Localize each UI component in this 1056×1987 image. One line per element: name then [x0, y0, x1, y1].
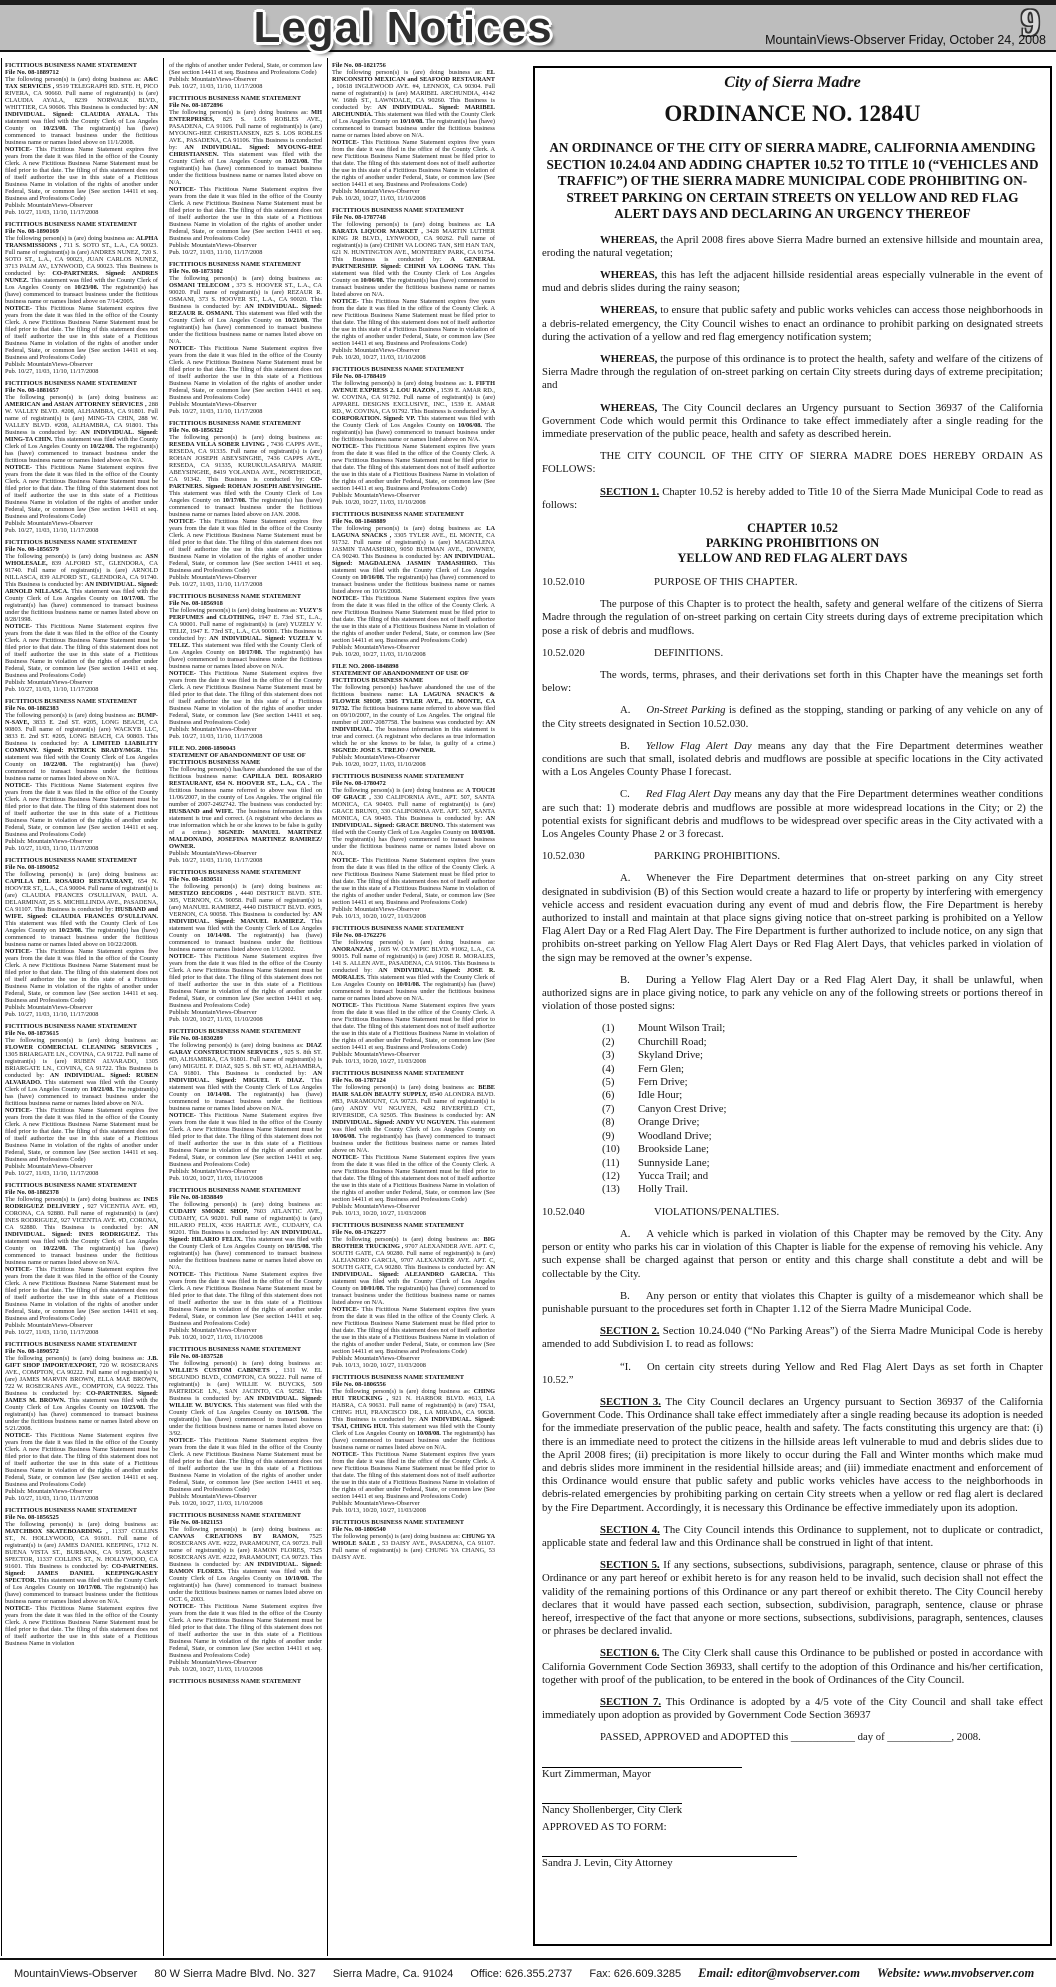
ordinance-paragraph: SECTION 1. Chapter 10.52 is hereby added to Title 10 of the Sierra Made Municipal Code to read as follows:	[542, 485, 1043, 511]
ordinance-section-heading: 10.52.030 PARKING PROHIBITIONS.	[542, 850, 781, 863]
notice-body: The following person(s) is (are) doing business as: MH ENTERPRISES, 825 S. LOS ROBLES AVE., PASADENA, CA 91106. Full name of registrant(s) is (are) MYOUNG-HEE CHRISTIANSEN, 825 S. LOS ROBLES AVE., PASADENA, CA 91106. This Business is conducted by: AN INDIVIDUAL. Signed: MYOUNG-HEE CHRISTIANSEN. This statement was filed with the County Clerk of Los Angeles County on 10/21/08. The registrant(s) has (have) commenced to transact business under the fictitious business name or names listed above on N/A.	[169, 109, 322, 186]
fbn-notice	[169, 1187, 322, 1341]
publish-line: Publish: MountainViews-Observer	[5, 1322, 93, 1329]
fbn-notice	[5, 1507, 158, 1647]
publish-line: Publish: MountainViews-Observer	[5, 361, 93, 368]
street-list-item: (12) Yucca Trail; and	[602, 1169, 709, 1182]
pub-dates: Pub. 10/27, 11/03, 11/10, 11/17/2008	[169, 733, 263, 740]
footer-office-phone: Office: 626.355.2737	[470, 1968, 573, 1980]
notice-file-number: File No. 08-1762276	[332, 932, 386, 939]
notice-expiration-text: NOTICE- This Fictitious Name Statement expires five years from the date it was filed in the office of the County Clerk. A new Fictitious Business Name Statement must be filed prior to that date. The filing of this statement does not of itself authorize the use in this state of a Fictitious Business Name in violation of the rights of another under Federal, State, or common law (See section 14411 et seq. Business and Professions Code)	[332, 1451, 495, 1500]
notice-file-number: File No. 08-1872896	[169, 102, 223, 109]
notice-body: The following person(s) is (are) doing business as: CANVAS CREATIONS BY RAMON, 7525 ROSECRANS AVE. #222, PARAMOUNT, CA 90723. Full name of registrant(s) is (are) RAMON FLORES, 7525 ROSECRANS AVE. #222, PARAMOUNT, CA 90723. This Business is conducted by: AN INDIVIDUAL. Signed: RAMON FLORES. This statement was filed with the County Clerk of Los Angeles County on 10/10/08. The registrant(s) has (have) commenced to transact business under the fictitious business names or names listed above on OCT. 6, 2003.	[169, 1526, 322, 1603]
pub-dates: Pub. 10/27, 11/03, 11/10, 11/17/2008	[169, 249, 263, 256]
notice-body: The following person(s) is (are) doing business as: BUMP-N-SAVE, 3833 E. 2nd ST. #205, LONG BEACH, CA 90803. Full name of registrant(s) (are) WACKYB LLC, 3833 E. 2nd ST. #205, LONG BEACH, CA 90803. This Business is conducted by: A LIMITED LIABILITY COMPANY. Signed: PATRICK BRADY/MGR. This statement was filed with the County Clerk of Los Angeles County on 10/22/08. The registrant(s) has (have) commenced to transact business under the fictitious business name or names listed above on N/A.	[5, 712, 158, 782]
abandonment-notice	[169, 745, 322, 864]
notice-expiration-text: NOTICE- This Fictitious Name Statement expires five years from the date it was filed in the office of the County Clerk. A new Fictitious Business Name Statement must be filed prior to that date. The filing of this statement does not of itself authorize the use in this state of a Fictitious Business Name in violation of the rights of another under Federal, State, or common law (See section 14411 et seq. Business and Professions Code)	[169, 953, 322, 1009]
fbn-notice	[169, 95, 322, 256]
publish-line: Publish: MountainViews-Observer	[5, 838, 93, 845]
pub-dates: Pub. 10/13, 10/20, 10/27, 11/03/2008	[332, 1362, 426, 1369]
street-list-item: (9) Woodland Drive;	[602, 1129, 712, 1142]
publish-line: Publish: MountainViews-Observer	[5, 520, 93, 527]
fbn-notice	[332, 207, 495, 361]
publish-line: Publish: MountainViews-Observer	[332, 754, 420, 761]
pub-dates: Pub. 10/13, 10/20, 10/27, 11/03/2008	[332, 1058, 426, 1065]
street-list-item: (10) Brookside Lane;	[602, 1143, 709, 1156]
column-rule	[163, 58, 164, 1956]
publish-line: Publish: MountainViews-Observer	[169, 1327, 257, 1334]
pub-dates: Pub. 10/20, 10/27, 11/03, 11/10/2008	[169, 1666, 263, 1673]
notice-expiration-text: NOTICE- This Fictitious Name Statement expires five years from the date it was filed in the office of the County Clerk. A new Fictitious Business Name Statement must be filed prior to that date. The filing of this statement does not of itself authorize the use in this state of a Fictitious Business Name in violation of the rights of another under Federal, State, or common law (See section 14411 et seq. Business and Professions Code)	[169, 518, 322, 574]
footer-website: Website: www.mvobserver.com	[877, 1966, 1035, 1980]
ordinance-body	[542, 234, 1043, 1871]
notice-body: The following person(s) is (are) doing business as: WILLIE'S CUSTOM CABINETS , 1311 W. EL SEGUNDO BLVD., COMPTON, CA 90222. Full name of registrant(s) is (are) WILLIE W. BUYCKS, 509 PARTRIDGE LN., SAN JACINTO, CA 92582. This Business is conducted by: AN INDIVIDUAL. Signed: WILLIE W. BUYCKS. This statement was filed with the County Clerk of Los Angeles County on 10/15/08. The registrant(s) has (have) commenced to transact business under the fictitious business name or names listed above on 3/92.	[169, 1360, 322, 1437]
street-list-item: (11) Sunnyside Lane;	[602, 1156, 710, 1169]
fbn-notice	[332, 773, 495, 920]
fbn-notice	[332, 62, 495, 202]
pub-dates: Pub. 10/20, 10/27, 11/03, 11/10/2008	[169, 1500, 263, 1507]
publish-line: Publish: MountainViews-Observer	[5, 1163, 93, 1170]
masthead	[0, 0, 1056, 52]
fbn-notice	[169, 869, 322, 1023]
pub-dates: Pub. 10/27, 11/03, 11/10, 11/17/2008	[169, 408, 263, 415]
publish-line: Publish: MountainViews-Observer	[332, 188, 420, 195]
notice-body: The following person(s) is (are) doing business as: A TOUCH OF GRACE , 330 CALIFORNIA AVE., APT. 507, SANTA MONICA, CA 90403. Full name of registrant(s) is (are) GRACE BRUNO, 330 CALIFORNIA AVE. APT. 507, SANTA MONICA, CA 90403. This Business is conducted by: AN INDIVIDUAL. Signed: GRACE BRUNO. This statement was filed with the County Clerk of Los Angeles County on 10/03/08. The registrant(s) has (have) commenced to transact business under the fictitious business name or names listed above on N/A.	[332, 787, 495, 857]
ordinance-section-heading: 10.52.040 VIOLATIONS/PENALTIES.	[542, 1205, 780, 1218]
notice-header: FILE NO. 2008-1848898	[332, 663, 399, 670]
legal-notices-content	[0, 58, 1056, 1956]
notice-header: FICTITIOUS BUSINESS NAME STATEMENT	[169, 1346, 302, 1353]
notice-header: FICTITIOUS BUSINESS NAME STATEMENT	[332, 1374, 465, 1381]
pub-dates: Pub. 10/27, 11/03, 11/10, 11/17/2008	[5, 1329, 99, 1336]
notice-body: The following person(s) is (are) doing business as: LA LAGUNA SNACKS , 3305 TYLER AVE., EL MONTE, CA 91732. Full name of registrant(s) is (are) MAGDALENA JASMIN TAMASHIRO, 9050 BUHMAN AVE., DOWNEY, CA 90240. This Business is conducted by: AN INDIVIDUAL. Signed: MAGDALENA JASMIN TAMASHIRO. This statement was filed with the County Clerk of Los Angeles County on 10/16/08. The registrant(s) has (have) commenced to transact business under the fictitious business name or names listed above on 10/16/2008.	[332, 525, 495, 595]
pub-dates: Pub. 10/20, 10/27, 11/03, 11/10/2008	[332, 761, 426, 768]
fbn-notice	[169, 1678, 322, 1685]
notice-body: The following person(s) is (are) doing business as: CHUNG YA WHOLE SALE , 53 DAISY AVE., PASADENA, CA 91107. Full name of registrant(s) is (are) CHUNG YA CHANG, 53 DAISY AVE.	[332, 1533, 495, 1561]
fbn-notice	[332, 366, 495, 506]
notice-body: The following person(s) is (are) doing business as: MATCHBOX SKATEBOARDING , 11337 COLLINS ST., N. HOLLYWOOD, CA 91601. Full name of registrant(s) is (are) JAMES DANIEL KEEPING, 1712 N. BUENA VISTA ST., BURBANK, CA 91505, KASEY SPECTOR, 11337 COLLINS ST., N. HOLLYWOOD, CA 91601. This Business is conducted by: CO-PARTNERS. Signed: JAMES DANIEL KEEPING/KASEY SPECTOR. This statement was filed with the County Clerk of Los Angeles County on 10/17/08. The registrant(s) has (have) commenced to transact business under the fictitious business name or names listed above on N/A.	[5, 1521, 158, 1605]
notice-body: The following person(s) is (are) doing business as: MESTIZO RECORDS , 4440 DISTRICT BLVD. STE. 305, VERNON, CA 90058. Full name of registrant(s) is (are) MANUEL RAMIREZ, 4440 DISTRICT BLVD. #305, VERNON, CA 90058. This Business is conducted by: AN INDIVIDUAL. Signed: MANUEL RAMIREZ. This statement was filed with the County Clerk of Los Angeles County on 10/14/08. The registrant(s) has (have) commenced to transact business under the fictitious business name or names listed above on 1/1/2002.	[169, 883, 322, 953]
notice-file-number: File No. 08-1837528	[169, 1353, 223, 1360]
notice-header: FICTITIOUS BUSINESS NAME STATEMENT	[5, 221, 138, 228]
publish-line: Publish: MountainViews-Observer	[5, 1488, 93, 1495]
notice-header: FICTITIOUS BUSINESS NAME STATEMENT	[169, 1028, 302, 1035]
street-list-item: (2) Churchill Road;	[602, 1035, 707, 1048]
footer-fax: Fax: 626.609.3285	[589, 1968, 682, 1980]
pub-dates: Pub. 10/20, 10/27, 11/03, 11/10/2008	[169, 1334, 263, 1341]
pub-dates: Pub. 10/27, 11/03, 11/10, 11/17/2008	[169, 581, 263, 588]
notice-expiration-text: NOTICE- This Fictitious Name Statement expires five years from the date it was filed in the office of the County Clerk. A new Fictitious Business Name Statement must be filed prior to that date. The filing of this statement does not of itself authorize the use in this state of a Fictitious Business Name in violation of the rights of another under Federal, State, or common law (See section 14411 et seq. Business and Professions Code)	[169, 1603, 322, 1659]
pub-dates: Pub. 10/13, 10/20, 10/27, 11/03/2008	[332, 913, 426, 920]
notice-expiration-text: NOTICE- This Fictitious Name Statement expires five years from the date it was filed in the office of the County Clerk. A new Fictitious Business Name Statement must be filed prior to that date. The filing of this statement does not of itself authorize the use in this state of a Fictitious Business Name in violation of the rights of another under Federal, State, or common law (See section 14411 et seq. Business and Professions Code)	[5, 1432, 158, 1488]
notice-file-number: File No. 08-1856322	[169, 427, 223, 434]
notice-expiration-text: NOTICE- This Fictitious Name Statement expires five years from the date it was filed in the office of the County Clerk. A new Fictitious Business Name Statement must be filed prior to that date. The filing of this statement does not of itself authorize the use in this state of a Fictitious Business Name in violation of the rights of another under Federal, State, or common law (See section 14411 et seq. Business and Professions Code)	[5, 1107, 158, 1163]
notice-header: FICTITIOUS BUSINESS NAME STATEMENT	[5, 1507, 138, 1514]
notice-file-number: File No. 08-1838849	[169, 1194, 223, 1201]
notice-header: FICTITIOUS BUSINESS NAME STATEMENT	[332, 1222, 465, 1229]
ordinance-paragraph: B. During a Yellow Flag Alert Day or a Red Flag Alert Day, it shall be unlawful, when authorized signs are in place giving notice, to park any vehicle on any of the following streets or portions thereof in violation of those posted signs:	[542, 973, 1043, 1013]
notice-body: The following person(s) is (are) doing business as: AMERICAN and ASIAN ATTORNEY SERVICES , 288 W. VALLEY BLVD. #208, ALHAMBRA, CA 91801. Full name of registrant(s) is (are) MING-TA CHIN, 288 W. VALLEY BLVD. #208, ALHAMBRA, CA 91801. This Business is conducted by: AN INDIVIDUAL. Signed: MING-TA CHIN. This statement was filed with the County Clerk of Los Angeles County on 10/22/08. The registrant(s) has (have) commenced to transact business under the fictitious business name or names listed above on N/A.	[5, 394, 158, 464]
publish-line: Publish: MountainViews-Observer	[332, 1203, 420, 1210]
fbn-notice	[332, 925, 495, 1065]
signature-block	[542, 1767, 1043, 1782]
notice-body: The following person(s) is (are) doing business as: LA BARATA LIQUOR MARKET , 3428 MARTIN LUTHER KING JR BLVD., LYNWOOD, CA 90262. Full name of registrant(s) is (are) CHINH VA LOONG TAN, SHI HAN TAN, 621 N. HUNTINGTON AVE., MONTEREY PARK, CA 91754. This Business is conducted by: A GENERAL PARTNERSHIP. Signed: CHINH VA LOONG TAN. This statement was filed with the County Clerk of Los Angeles County on 10/06/08. The registrant(s) has (have) commenced to transact business under the fictitious business name or names listed above on N/A.	[332, 221, 495, 298]
notice-body: The following person(s) is (are) doing business as: A&C TAX SERVICES , 9519 TELEGRAPH RD. STE. H, PICO RIVERA, CA 90660. Full name of registrant(s) is (are) CLAUDIA AYALA, 8239 NORWALK BLVD., WHITTIER, CA 90606. This Business is conducted by: AN INDIVIDUAL. Signed: CLAUDIA AYALA. This statement was filed with the County Clerk of Los Angeles County on 10/23/08. The registrant(s) has (have) commenced to transact business under the fictitious business name or names listed above on 11/1/2008.	[5, 76, 158, 146]
pub-dates: Pub. 10/27, 11/03, 11/10, 11/17/2008	[5, 527, 99, 534]
ordinance-number: ORDINANCE NO. 1284U	[664, 101, 921, 126]
publish-line: Publish: MountainViews-Observer	[332, 644, 420, 651]
notice-header: FICTITIOUS BUSINESS NAME STATEMENT	[332, 1070, 465, 1077]
street-list-item: (8) Orange Drive;	[602, 1116, 700, 1129]
ordinance-paragraph: WHEREAS, to ensure that public safety and public works vehicles can access those neighborhoods in a debris-related emergency, the City Council wishes to enact an ordinance to prohibit parking on designated streets during the activation of a yellow and red flag emergency notification system;	[542, 304, 1043, 343]
fbn-notice	[169, 593, 322, 740]
signature-block	[542, 1803, 1043, 1818]
column-rule	[327, 58, 328, 1956]
publish-line: Publish: MountainViews-Observer	[169, 850, 257, 857]
pub-dates: Pub. 10/27, 11/03, 11/10, 11/17/2008	[5, 845, 99, 852]
notice-file-number: File No. 08-1762277	[332, 1229, 386, 1236]
publish-line: Publish: MountainViews-Observer	[169, 1493, 257, 1500]
signature-block	[542, 1856, 1043, 1871]
notice-body: The following person(s) is (are) doing business as: DIAZ GARAY CONSTRUCTION SERVICES , 925 S. 8th ST. #D, ALHAMBRA, CA 91801. Full name of registrant(s) is (are) MIGUEL F. DIAZ, 925 S. 8th ST. #D, ALHAMBRA, CA 91801. This Business is conducted by: AN INDIVIDUAL. Signed: MIGUEL F. DIAZ. This statement was filed with the County Clerk of Los Angeles County on 10/14/08. The registrant(s) has (have) commenced to transact business under the fictitious business name or names listed above on N/A.	[169, 1042, 322, 1112]
ordinance-paragraph: SECTION 7. This Ordinance is adopted by a 4/5 vote of the City Council and shall take effect immediately upon adoption as provided by Government Code Section 36937	[542, 1696, 1043, 1722]
fbn-notice	[332, 1519, 495, 1561]
street-list-item: (6) Idle Hour;	[602, 1089, 683, 1102]
notice-expiration-text: NOTICE- This Fictitious Name Statement expires five years from the date it was filed in the office of the County Clerk. A new Fictitious Business Name Statement must be filed prior to that date. The filing of this statement does not of itself authorize the use in this state of a Fictitious Business Name in violation of the rights of another under Federal, State, or common law (See section 14411 et seq. Business and Professions Code)	[332, 595, 495, 644]
notice-header: FICTITIOUS BUSINESS NAME STATEMENT	[332, 207, 465, 214]
publish-line: Publish: MountainViews-Observer	[169, 76, 257, 83]
publish-line: Publish: MountainViews-Observer	[169, 1009, 257, 1016]
ordinance-paragraph: The purpose of this Chapter is to protect the health, safety and general welfare of the citizens of Sierra Madre through the regulation of on-street parking on certain City streets during days of extreme precipitation which pose a risk of debris and mudflows.	[542, 598, 1043, 637]
fbn-notice	[332, 1222, 495, 1369]
pub-dates: Pub. 10/27, 11/03, 11/10, 11/17/2008	[169, 857, 263, 864]
notice-expiration-text: NOTICE- This Fictitious Name Statement expires five years from the date it was filed in the office of the County Clerk. A new Fictitious Business Name Statement must be filed prior to that date. The filing of this statement does not of itself authorize the use in this state of a Fictitious Business Name in violation of the rights of another under Federal, State, or common law (See section 14411 et seq. Business and Professions Code)	[5, 1266, 158, 1322]
fbn-notice	[5, 62, 158, 216]
street-list-item: (5) Fern Drive;	[602, 1076, 688, 1089]
notice-file-number: File No. 08-1780472	[332, 780, 386, 787]
publish-line: Publish: MountainViews-Observer	[169, 574, 257, 581]
notice-expiration-text: NOTICE- This Fictitious Name Statement expires five years from the date it was filed in the office of the County Clerk. A new Fictitious Business Name Statement must be filed prior to that date. The filing of this statement does not of itself authorize the use in this state of a Fictitious Business Name in violation of the rights of another under Federal, State, or common law (See section 14411 et seq. Business and Professions Code)	[169, 186, 322, 242]
fbn-notice	[5, 857, 158, 1018]
publish-line: Publish: MountainViews-Observer	[332, 1355, 420, 1362]
notice-expiration-text: NOTICE- This Fictitious Name Statement expires five years from the date it was filed in the office of the County Clerk. A new Fictitious Business Name Statement must be filed prior to that date. The filing of this statement does not of itself authorize the use in this state of a Fictitious Business Name in violation of the rights of another under Federal, State, or common law (See section 14411 et seq. Business and Professions Code)	[332, 1154, 495, 1203]
notice-expiration-text: NOTICE- This Fictitious Name Statement expires five years from the date it was filed in the office of the County Clerk. A new Fictitious Business Name Statement must be filed prior to that date. The filing of this statement does not of itself authorize the use in this state of a Fictitious Business Name in violation of the rights of another under Federal, State, or common law (See section 14411 et seq. Business and Professions Code)	[169, 670, 322, 726]
ordinance-paragraph: B. Any person or entity that violates this Chapter is guilty of a misdemeanor which shall be punishable pursuant to the procedures set forth in Chapter 1.12 of the Sierra Madre Municipal Code.	[542, 1289, 1043, 1315]
signature-name: Sandra J. Levin, City Attorney	[542, 1857, 673, 1870]
notice-file-number: File No. 08-1889712	[5, 69, 59, 76]
notice-expiration-text: NOTICE- This Fictitious Name Statement expires five years from the date it was filed in the office of the County Clerk. A new Fictitious Business Name Statement must be filed prior to that date. The filing of this statement does not of itself authorize the use in this state of a Fictitious Business Name in violation of the rights of another under Federal, State, or common law (See section 14411 et seq. Business and Professions Code)	[332, 1306, 495, 1355]
fbn-notice	[332, 1070, 495, 1217]
notice-file-number: File No. 08-1890052	[5, 864, 59, 871]
pub-dates: Pub. 10/20, 10/27, 11/03, 11/10/2008	[332, 195, 426, 202]
pub-dates: Pub. 10/27, 11/03, 11/10, 11/17/2008	[5, 209, 99, 216]
notice-header: FICTITIOUS BUSINESS NAME STATEMENT	[169, 261, 302, 268]
notice-file-number: File No. 08-1856579	[5, 546, 59, 553]
notice-expiration-text: NOTICE- This Fictitious Name Statement expires five years from the date it was filed in the office of the County Clerk. A new Fictitious Business Name Statement must be filed prior to that date. The filing of this statement does not of itself authorize the use in this state of a Fictitious Business Name in violation of the rights of another under Federal, State, or common law (See section 14411 et seq. Business and Professions Code)	[332, 139, 495, 188]
ordinance-paragraph: WHEREAS, The City Council declares an Urgency pursuant to Section 36937 of the California Government Code which would permit this Ordinance to take effect immediately after a single reading for the immediate preservation of the public peace, health and safety as described herein.	[542, 401, 1043, 440]
street-list	[542, 1022, 1043, 1196]
pub-dates: Pub. 10/27, 11/03, 11/10, 11/17/2008	[5, 1011, 99, 1018]
notice-expiration-text: NOTICE- This Fictitious Name Statement expires five years from the date it was filed in the office of the County Clerk. A new Fictitious Business Name Statement must be filed prior to that date. The filing of this statement does not of itself authorize the use in this state of a Fictitious Business Name in violation	[5, 1605, 158, 1647]
notice-expiration-text: NOTICE- This Fictitious Name Statement expires five years from the date it was filed in the office of the County Clerk. A new Fictitious Business Name Statement must be filed prior to that date. The filing of this statement does not of itself authorize the use in this state of a Fictitious Business Name in violation of the rights of another under Federal, State, or common law (See section 14411 et seq. Business and Professions Code)	[5, 948, 158, 1004]
notice-continuation	[169, 62, 322, 90]
fbn-notice	[169, 261, 322, 415]
pub-dates: Pub. 10/27, 11/03, 11/10, 11/17/2008	[5, 1170, 99, 1177]
fbn-notice	[5, 1341, 158, 1502]
notice-expiration-text: NOTICE- This Fictitious Name Statement expires five years from the date it was filed in the office of the County Clerk. A new Fictitious Business Name Statement must be filed prior to that date. The filing of this statement does not of itself authorize the use in this state of a Fictitious Business Name in violation of the rights of another under Federal, State, or common law (See section 14411 et seq. Business and Professions Code)	[169, 1112, 322, 1168]
pub-dates: Pub. 10/20, 10/27, 11/03, 11/10/2008	[169, 1016, 263, 1023]
street-list-item: (3) Skyland Drive;	[602, 1049, 704, 1062]
footer-city: Sierra Madre, Ca. 91024	[332, 1968, 454, 1980]
notice-header: FICTITIOUS BUSINESS NAME STATEMENT	[169, 420, 302, 427]
notice-header: FICTITIOUS BUSINESS NAME STATEMENT	[5, 857, 138, 864]
footer-address: 80 W Sierra Madre Blvd. No. 327	[154, 1968, 316, 1980]
footer-paper: MountainViews-Observer	[14, 1968, 138, 1980]
notice-body: The following person(s) is (are) doing business as: RESEDA VILLA SOBER LIVING , 7436 CAPPS AVE., RESEDA, CA 91335. Full name of registrant(s) is (are) ROHAN JOSEPH ABEYSINGHE, 7436 CAPPS AVE., RESEDA, CA 91335, KURUKULASARIYA MARIE ABEYSINGHE, 8419 YOLANDA AVE., NORTHRIDGE, CA 91342. This Business is conducted by: CO-PARTNERS. Signed: ROHAN JOSEPH ABEYSINGHE. This statement was filed with the County Clerk of Los Angeles County on 10/17/08. The registrant(s) has (have) commenced to transact business under the fictitious business name or names listed above on JAN. 2008.	[169, 434, 322, 518]
ordinance-city: City of Sierra Madre	[724, 74, 861, 91]
ordinance-title: AN ORDINANCE OF THE CITY OF SIERRA MADRE, CALIFORNIA AMENDING SECTION 10.24.04 AND ADDING CHAPTER 10.52 TO TITLE 10 (“VEHICLES AND TRAFFIC”) OF THE SIERRA MADRE MUNICIPAL CODE PROHIBITING ON-STREET PARKING ON CERTAIN STREETS ON YELLOW AND RED FLAG ALERT DAYS AND DECLARING AN URGENCY THEREOF	[546, 140, 1039, 221]
notice-file-number: File No. 08-1882378	[5, 1189, 59, 1196]
pub-dates: Pub. 10/20, 10/27, 11/03, 11/10/2008	[332, 499, 426, 506]
notice-file-number: File No. 08-1856525	[5, 1514, 59, 1521]
notice-file-number: File No. 08-1856918	[169, 600, 223, 607]
notice-file-number: File No. 08-1890572	[5, 1348, 59, 1355]
pub-dates: Pub. 10/13, 10/20, 10/27, 11/03/2008	[332, 1507, 426, 1514]
notice-file-number: STATEMENT OF ABANDONMENT OF USE OF FICTITIOUS BUSINESS NAME	[169, 752, 306, 766]
notice-header: FICTITIOUS BUSINESS NAME STATEMENT	[169, 1678, 302, 1685]
notice-body: The following person(s) is (are) doing business as: ASN WHOLESALE, 839 ALFORD ST., GLENDORA, CA 91740. Full name of registrant(s) is (are) ARNOLD NILLASCA, 839 ALFORD ST., GLENDORA, CA 91740. This Business is conducted by: AN INDIVIDUAL. Signed: ARNOLD NILLASCA. This statement was filed with the County Clerk of Los Angeles County on 10/17/08. The registrant(s) has (have) commenced to transact business under the fictitious business name or names listed above on 8/28/1998.	[5, 553, 158, 623]
notice-file-number: File No. 08-1788419	[332, 373, 386, 380]
notice-header: FICTITIOUS BUSINESS NAME STATEMENT	[332, 925, 465, 932]
notice-file-number: File No. 08-1881657	[5, 387, 59, 394]
notice-header: FICTITIOUS BUSINESS NAME STATEMENT	[169, 593, 302, 600]
publish-line: Publish: MountainViews-Observer	[5, 1004, 93, 1011]
notice-body: The following person(s) is (are) doing business as: J.B. GIFT SHOP IMPORT/EXPORT, 720 W. ROSECRANS AVE., COMPTON, CA 90222. Full name of registrant(s) is (are) JAMES MARVIN BROWN, ELLA MAE BROWN, 722 W. ROSECRANS AVE., COMPTON, CA 90222. This Business is conducted by: CO-PARTNERS. Signed: JAMES M. BROWN. This statement was filed with the County Clerk of Los Angeles County on 10/23/08. The registrant(s) has (have) commenced to transact business under the fictitious business name or names listed above on 5/21/2008.	[5, 1355, 158, 1432]
notices-column-1	[5, 62, 158, 1956]
publish-line: Publish: MountainViews-Observer	[332, 1500, 420, 1507]
notice-header: FICTITIOUS BUSINESS NAME STATEMENT	[169, 1187, 302, 1194]
notice-header: FICTITIOUS BUSINESS NAME STATEMENT	[169, 869, 302, 876]
publish-line: Publish: MountainViews-Observer	[5, 679, 93, 686]
ordinance-paragraph: SECTION 5. If any sections, subsections, subdivisions, paragraph, sentence, clause or phrase of this Ordinance or any part hereof or exhibit hereto is for any reason held to be invalid, such decision shall not effect the validity of the remaining portions of this Ordinance or any part thereof or exhibit thereto. The City Council hereby declares that it would have passed each section, subsection, subdivision, paragraph, sentence, clause or phrase hereof, irrespective of the fact that anyone or more sections, subsections, subdivisions, paragraph, sentences, clauses or phrases be declared invalid.	[542, 1559, 1043, 1638]
notice-expiration-text: NOTICE- This Fictitious Name Statement expires five years from the date it was filed in the office of the County Clerk. A new Fictitious Business Name Statement must be filed prior to that date. The filing of this statement does not of itself authorize the use in this state of a Fictitious Business Name in violation of the rights of another under Federal, State, or common law (See section 14411 et seq. Business and Professions Code)	[5, 623, 158, 679]
page-footer	[0, 1958, 1056, 1987]
signature-name: Nancy Shollenberger, City Clerk	[542, 1804, 683, 1817]
ordinance-section-heading: 10.52.010 PURPOSE OF THIS CHAPTER.	[542, 575, 798, 588]
notice-file-number: File No. 08-1873102	[169, 268, 223, 275]
pub-dates: Pub. 10/13, 10/20, 10/27, 11/03/2008	[332, 1210, 426, 1217]
notice-header: FICTITIOUS BUSINESS NAME STATEMENT	[5, 539, 138, 546]
fbn-notice	[5, 1023, 158, 1177]
signature-block	[542, 1821, 1043, 1835]
notice-header: FICTITIOUS BUSINESS NAME STATEMENT	[169, 1512, 302, 1519]
notice-expiration-text: NOTICE- This Fictitious Name Statement expires five years from the date it was filed in the office of the County Clerk. A new Fictitious Business Name Statement must be filed prior to that date. The filing of this statement does not of itself authorize the use in this state of a Fictitious Business Name in violation of the rights of another under Federal, State, or common law (See section 14411 et seq. Business and Professions Code)	[332, 443, 495, 492]
notice-body: The following person(s) has/have abandoned the use of the fictitious business name: LA LAGUNA SNACK'S & FLOWER SHOP, 3305 TYLER AVE., EL MONTE, CA 91732. The fictitious business name referred to above was filed on 09/10/2007, in the county of Los Angeles. The original file number of 2007-2087758. The business was conducted by: AN INDIVIDUAL. The business information in this statement is true and correct. (A registrant who declares as true information which he or she knows to be false, is guilty of a crime.) SIGNED: JOSE S. TREJO / OWNER.	[332, 684, 495, 754]
fbn-notice	[332, 1374, 495, 1514]
publish-line: Publish: MountainViews-Observer	[332, 347, 420, 354]
notice-file-number: STATEMENT OF ABANDONMENT OF USE OF FICTITIOUS BUSINESS NAME	[332, 670, 469, 684]
notice-file-number: File No. 08-1848889	[332, 518, 386, 525]
street-list-item: (13) Holly Trail.	[602, 1183, 688, 1196]
fbn-notice	[169, 1028, 322, 1182]
ordinance-paragraph: WHEREAS, the April 2008 fires above Sierra Madre burned an extensive hillside and mountain area, eroding the natural vegetation;	[542, 233, 1043, 259]
notice-expiration-text: NOTICE- This Fictitious Name Statement expires five years from the date it was filed in the office of the County Clerk. A new Fictitious Business Name Statement must be filed prior to that date. The filing of this statement does not of itself authorize the use in this state of a Fictitious Business Name in violation of the rights of another under Federal, State, or common law (See section 14411 et seq. Business and Professions Code)	[169, 1271, 322, 1327]
ordinance-paragraph: SECTION 2. Section 10.24.040 (“No Parking Areas”) of the Sierra Madre Municipal Code is hereby amended to add Subdivision I. to read as follows:	[542, 1325, 1043, 1351]
notice-file-number: File No. 08-1806556	[332, 1381, 386, 1388]
publish-line: Publish: MountainViews-Observer	[5, 202, 93, 209]
notice-header: FICTITIOUS BUSINESS NAME STATEMENT	[5, 1023, 138, 1030]
pub-dates: Pub. 10/27, 11/03, 11/10, 11/17/2008	[169, 83, 263, 90]
pub-dates: Pub. 10/27, 11/03, 11/10, 11/17/2008	[5, 368, 99, 375]
notice-expiration-text: NOTICE- This Fictitious Name Statement expires five years from the date it was filed in the office of the County Clerk. A new Fictitious Business Name Statement must be filed prior to that date. The filing of this statement does not of itself authorize the use in this state of a Fictitious Business Name in violation of the rights of another under Federal, State, or common law (See section 14411 et seq. Business and Professions Code)	[169, 345, 322, 401]
notice-header: FICTITIOUS BUSINESS NAME STATEMENT	[5, 698, 138, 705]
notice-header: FICTITIOUS BUSINESS NAME STATEMENT	[332, 366, 465, 373]
page-number: 9	[1021, 2, 1040, 44]
notice-body: The following person(s) is (are) doing business as: ALPHA TRANSMISSIONS , 711 S. SOTO ST., L.A., CA 90023. Full name of registrant(s) is (are) ANDRES NUNEZ, 720 S. SOTO ST., L.A., CA 90023, JUAN CARLOS NUNEZ, 3713 PALM AV., LYNWOOD, CA 90023. This Business is conducted by: CO-PARTNERS. Signed: ANDRES NUNEZ. This statement was filed with the County Clerk of Los Angeles County on 10/23/08. The registrant(s) has (have) commenced to transact business under the fictitious business name or names listed above on 7/14/2005.	[5, 235, 158, 305]
street-list-item: (7) Canyon Crest Drive;	[602, 1102, 727, 1115]
street-list-item: (4) Fern Glen;	[602, 1062, 685, 1075]
ordinance-paragraph: PASSED, APPROVED and ADOPTED this ____________ day of ____________, 2008.	[600, 1731, 981, 1744]
street-list-item: (1) Mount Wilson Trail;	[602, 1022, 726, 1035]
notice-header: FICTITIOUS BUSINESS NAME STATEMENT	[5, 1341, 138, 1348]
abandonment-notice	[332, 663, 495, 768]
ordinance-paragraph: A. Whenever the Fire Department determines that on-street parking on any City street designated in subdivision (B) of this Section would create a hazard to life or property by interfering with emergency vehicle access and resident evacuation during any event of mud and debris flow, the Fire Department is hereby authorized to install and maintain at that place signs giving notice that on-street parking is prohibited on a Yellow Flag Alert Day or a Red Flag Alert Day. The Fire Department is further authorized to include notice, on any sign that prohibits on-street parking on Yellow Flag Alert Days or Red Flag Alert Days, that vehicles parked in violation of the sign may be removed at the owner’s expense.	[542, 872, 1043, 964]
pub-dates: Pub. 10/27, 11/03, 11/10, 11/17/2008	[5, 1495, 99, 1502]
page-title: Legal Notices	[253, 3, 553, 52]
notice-body: The following person(s) is (are) doing business as: YUZY'S PERFUMES and CLOTHING, 1947 E. 73rd ST., L.A., CA 90001. Full name of registrant(s) is (are) YUZELY V. TELIZ, 1947 E. 73rd ST., L.A., CA 90001. This Business is conducted by: AN INDIVIDUAL. Signed: YUZELY V. TELIZ. This statement was filed with the County Clerk of Los Angeles County on 10/17/08. The registrant(s) has (have) commenced to transact business under the fictitious business name or names listed above on N/A.	[169, 607, 322, 670]
notice-body: The following person(s) is (are) doing business as: BEBE HAIR SALON BEAUTY SUPPLY, 8540 ALONDRA BLVD. #B3, PARAMOUNT, CA 90723. Full name of registrant(s) is (are) ANDY VU NGUYEN, 4292 RIVERFIELD CT., RIVERSIDE, CA 92505. This Business is conducted by: AN INDIVIDUAL. Signed: ANDY VU NGUYEN. This statement was filed with the County Clerk of Los Angeles County on 10/06/08. The registrant(s) has (have) commenced to transact business under the fictitious business name or names listed above on N/A.	[332, 1084, 495, 1154]
signature-name: APPROVED AS TO FORM:	[542, 1820, 667, 1833]
notice-body: The following person(s) is (are) doing business as: 1. FIFTH AVENUE EXPRESS 2. LOU RAZON , 1539 E. AMAR RD., W. COVINA, CA 91792. Full name of registrant(s) is (are) APPAREL DESIGNS EXCLUSIVE, INC., 1539 E. AMAR RD., W. COVINA, CA 91792. This Business is conducted by: A CORPORATION. Signed: VP. This statement was filed with the County Clerk of Los Angeles County on 10/06/08. The registrant(s) has (have) commenced to transact business under the fictitious business name or names listed above on N/A.	[332, 380, 495, 443]
ordinance-paragraph: The words, terms, phrases, and their derivations set forth in this Chapter have the meanings set forth below:	[542, 668, 1043, 695]
notice-body: The following person(s) is (are) doing business as: EL RINCONSITO MEXICAN and SEAFOOD RESTAURANT , 10618 INGLEWOOD AVE. #4, LENNOX, CA 90304. Full name of registrant(s) is (are) MARIBEL ARCHUNDIA, 4142 W. 168th ST., LAWNDALE, CA 90260. This Business is conducted by: AN INDIVIDUAL. Signed: MARIBEL ARCHUNDIA. This statement was filed with the County Clerk of Los Angeles County on 10/10/08. The registrant(s) has (have) commenced to transact business under the fictitious business name or names listed above on N/A.	[332, 69, 495, 139]
notices-column-2	[169, 62, 322, 1956]
publish-line: Publish: MountainViews-Observer	[332, 906, 420, 913]
notice-expiration-text: NOTICE- This Fictitious Name Statement expires five years from the date it was filed in the office of the County Clerk. A new Fictitious Business Name Statement must be filed prior to that date. The filing of this statement does not of itself authorize the use in this state of a Fictitious Business Name in violation of the rights of another under Federal, State, or common law (See section 14411 et seq. Business and Professions Code)	[5, 464, 158, 520]
notice-body: The following person(s) is (are) doing business as: FLOWER COMERCIAL CLEANING SERVICES , 1305 BRIARGATE LN., COVINA, CA 91722. Full name of registrant(s) is (are) RUBEN ALVARADO, 1305 BRIARGATE LN., COVINA, CA 91722. This Business is conducted by: AN INDIVIDUAL. Signed: RUBEN ALVARADO. This statement was filed with the County Clerk of Los Angeles County on 10/21/08. The registrant(s) has (have) commenced to transact business under the fictitious business name or names listed above on N/A.	[5, 1037, 158, 1107]
notice-body: The following person(s) is (are) doing business as: BIG BROTHER TRUCKING , 9707 ALEXANDER AVE. APT. C, SOUTH GATE, CA 90280. Full name of registrant(s) is (are) ALEJANDRO GARCIA, 9707 ALEXANDER AVE. APT. C, SOUTH GATE, CA 90280. This Business is conducted by: AN INDIVIDUAL. Signed: ALEJANDRO GARCIA. This statement was filed with the County Clerk of Los Angeles County on 10/01/08. The registrant(s) has (have) commenced to transact business under the fictitious business name or names listed above on N/A.	[332, 1236, 495, 1306]
ordinance-paragraph: A. On-Street Parking is defined as the stopping, standing or parking of any vehicle on any of the City streets designated in Section 10.52.030.	[542, 704, 1043, 730]
signature-name: Kurt Zimmerman, Mayor	[542, 1767, 651, 1780]
pub-dates: Pub. 10/20, 10/27, 11/03, 11/10/2008	[332, 651, 426, 658]
publish-line: Publish: MountainViews-Observer	[169, 726, 257, 733]
footer-email: Email: editor@mvobserver.com	[698, 1966, 860, 1980]
fbn-notice	[169, 1346, 322, 1507]
notice-file-number: File No. 08-1821756	[332, 62, 386, 69]
fbn-notice	[5, 380, 158, 534]
publish-line: Publish: MountainViews-Observer	[169, 401, 257, 408]
fbn-notice	[5, 539, 158, 693]
notice-header: FILE NO. 2008-1890043	[169, 745, 236, 752]
ordinance-paragraph: SECTION 6. The City Clerk shall cause this Ordinance to be published or posted in accordance with California Government Code Section 36933, shall certify to the adoption of this Ordinance and his/her certification, together with proof of the publication, to be entered in the book of Ordinances of the City Council.	[542, 1647, 1043, 1686]
dateline: MountainViews-Observer Friday, October 24, 2008	[765, 33, 1046, 47]
notice-expiration-text: NOTICE- This Fictitious Name Statement expires five years from the date it was filed in the office of the County Clerk. A new Fictitious Business Name Statement must be filed prior to that date. The filing of this statement does not of itself authorize the use in this state of a Fictitious Business Name in violation of the rights of another under Federal, State, or common law (See section 14411 et seq. Business and Professions Code)	[169, 1437, 322, 1493]
ordinance-paragraph: WHEREAS, the purpose of this ordinance is to protect the health, safety and welfare of the citizens of Sierra Madre through the regulation of on-street parking on certain City streets during days of extreme precipitation; and	[542, 352, 1043, 392]
publish-line: Publish: MountainViews-Observer	[332, 492, 420, 499]
notice-header: FICTITIOUS BUSINESS NAME STATEMENT	[5, 62, 138, 69]
notice-body: The following person(s) is (are) doing business as: CAPILLA DEL ROSARIO RESTAURANT, 654 N. HOOVER ST., L.A., CA 90004. Full name of registrant(s) is (are) CLAUDIA FRANCES O'SULLIVAN, PAUL A. DELARMINAT, 25 S. MICHILLINDA AVE., PASADENA, CA 91107. This Business is conducted by: HUSBAND and WIFE. Signed: CLAUDIA FRANCES O'SULLIVAN. This statement was filed with the County Clerk of Los Angeles County on 10/23/08. The registrant(s) has (have) commenced to transact business under the fictitious business name or names listed above on 10/22/2008.	[5, 871, 158, 948]
notice-body: The following person(s) is (are) doing business as: ANORANZAS , 1605 W. OLYMPIC BLVD. #1062, L.A., CA 90015. Full name of registrant(s) is (are) JOSE R. MORALES, 141 S. ALLEN AVE., PASADENA, CA 91106. This Business is conducted by: AN INDIVIDUAL. Signed: JOSE R. MORALES. This statement was filed with the County Clerk of Los Angeles County on 10/01/08. The registrant(s) has (have) commenced to transact business under the fictitious business name or names listed above on N/A.	[332, 939, 495, 1002]
fbn-notice	[332, 511, 495, 658]
publish-line: Publish: MountainViews-Observer	[169, 242, 257, 249]
notices-column-3	[332, 62, 495, 1956]
notice-expiration-text: NOTICE- This Fictitious Name Statement expires five years from the date it was filed in the office of the County Clerk. A new Fictitious Business Name Statement must be filed prior to that date. The filing of this statement does not of itself authorize the use in this state of a Fictitious Business Name in violation of the rights of another under Federal, State, or common law (See section 14411 et seq. Business and Professions Code)	[332, 298, 495, 347]
notice-file-number: File No. 08-1873615	[5, 1030, 59, 1037]
left-page-rule	[1, 58, 2, 1956]
fbn-notice	[169, 420, 322, 588]
ordinance-paragraph: SECTION 3. The City Council declares an Urgency pursuant to Section 36937 of the California Government Code. This Ordinance shall take effect immediately after a single reading because its adoption is needed for the immediate preservation of the public peace, health and safety. The facts constituting this urgency are that: (i) there is an immediate need to protect the citizens in the hillside areas left vulnerable to mud and debris slides due to the April 2008 fires; (ii) precipitation is more likely to occur during the Fall and Winter months which make mud and debris slides more imminent in the residential hillside areas; and (iii) immediate enactment and enforcement of this Ordinance would ensure that public safety and public works vehicles have access to the neighborhoods in debris-related emergencies by prohibiting parking on certain City streets when a yellow or red flag alert is declared by the Fire Department. Accordingly, it is necessary this Ordinance be effective immediately upon its adoption.	[542, 1395, 1043, 1514]
notice-file-number: File No. 08-1821153	[169, 1519, 223, 1526]
pub-dates: Pub. 10/20, 10/27, 11/03, 11/10/2008	[332, 354, 426, 361]
ordinance-paragraph: WHEREAS, this has left the adjacent hillside residential areas especially vulnerable in the event of mud and debris slides during the rainy season;	[542, 268, 1043, 295]
ordinance-paragraph: C. Red Flag Alert Day means any day that the Fire Department determines weather conditions are such that: 1) moderate debris and mudflows are possible at more widespread locations in the City; or 2) the potential exists for significant debris and mudflows to be widespread over specific areas in the City activated with a Los Angeles County Phase 2 or 3 forecast.	[542, 788, 1043, 840]
notice-body: The following person(s) is (are) doing business as: OSMANI TELECOM , 373 S. HOOVER ST., L.A., CA 90020. Full name of registrant(s) is (are) REZAUR R. OSMANI, 373 S. HOOVER ST., L.A., CA 90020. This Business is conducted by: AN INDIVIDUAL. Signed: REZAUR R. OSMANI. This statement was filed with the County Clerk of Los Angeles County on 10/21/08. The registrant(s) has (have) commenced to transact business under the fictitious business name or names listed above on N/A.	[169, 275, 322, 345]
notice-expiration-text: NOTICE- This Fictitious Name Statement expires five years from the date it was filed in the office of the County Clerk. A new Fictitious Business Name Statement must be filed prior to that date. The filing of this statement does not of itself authorize the use in this state of a Fictitious Business Name in violation of the rights of another under Federal, State, or common law (See section 14411 et seq. Business and Professions Code)	[332, 857, 495, 906]
notice-header: FICTITIOUS BUSINESS NAME STATEMENT	[332, 511, 465, 518]
notice-header: FICTITIOUS BUSINESS NAME STATEMENT	[5, 1182, 138, 1189]
notice-file-number: File No. 08-1787748	[332, 214, 386, 221]
notice-expiration-text: NOTICE- This Fictitious Name Statement expires five years from the date it was filed in the office of the County Clerk. A new Fictitious Business Name Statement must be filed prior to that date. The filing of this statement does not of itself authorize the use in this state of a Fictitious Business Name in violation of the rights of another under Federal, State, or common law (See section 14411 et seq. Business and Professions Code)	[5, 782, 158, 838]
fbn-notice	[5, 221, 158, 375]
notice-header: FICTITIOUS BUSINESS NAME STATEMENT	[332, 1519, 465, 1526]
notice-body: of the rights of another under Federal, State, or common law (See section 14411 et seq. Business and Professions Code)	[169, 62, 322, 76]
notice-body: The following person(s) is (are) doing business as: CHING HUI TRUCKING , 921 N. HARBOR BLVD. #613, LA HABRA, CA 90631. Full name of registrant(s) is (are) TSAI, CHING HUI, FRANCISCO DR., LA MIRADA, CA 90638. This Business is conducted by: AN INDIVIDUAL. Signed: TSAI, CHING HUI. This statement was filed with the County Clerk of Los Angeles County on 10/08/08. The registrant(s) has (have) commenced to transact business under the fictitious business name or names listed above on N/A.	[332, 1388, 495, 1451]
ordinance-paragraph: THE CITY COUNCIL OF THE CITY OF SIERRA MADRE DOES HEREBY ORDAIN AS FOLLOWS:	[542, 450, 1043, 476]
notice-file-number: File No. 08-1882383	[5, 705, 59, 712]
chapter-heading: CHAPTER 10.52 PARKING PROHIBITIONS ON YELLOW AND RED FLAG ALERT DAYS	[677, 520, 908, 565]
pub-dates: Pub. 10/27, 11/03, 11/10, 11/17/2008	[5, 686, 99, 693]
notice-header: FICTITIOUS BUSINESS NAME STATEMENT	[5, 380, 138, 387]
ordinance-box	[533, 66, 1052, 1946]
notice-expiration-text: NOTICE- This Fictitious Name Statement expires five years from the date it was filed in the office of the County Clerk. A new Fictitious Business Name Statement must be filed prior to that date. The filing of this statement does not of itself authorize the use in this state of a Fictitious Business Name in violation of the rights of another under Federal, State, or common law (See section 14411 et seq. Business and Professions Code)	[5, 146, 158, 202]
notice-file-number: File No. 08-1806540	[332, 1526, 386, 1533]
notice-file-number: File No. 08-1787124	[332, 1077, 386, 1084]
notice-header: FICTITIOUS BUSINESS NAME STATEMENT	[332, 773, 465, 780]
notice-body: The following person(s) has/have abandoned the use of the fictitious business name: CAPILLA DEL ROSARIO RESTAURANT, 654 N. HOOVER ST., L.A., CA . The fictitious business name referred to above was filed on 11/06/2007, in the county of Los Angeles. The original file number of 2007-2492742. The business was conducted by: HUSBAND and WIFE. The business information in this statement is true and correct. (A registrant who declares as true information which he or she knows to be false is guilty of a crime.) SIGNED: MANUEL MARTINEZ MALDONADO, JOSEFINA MARTINEZ RAMIREZ/ OWNER.	[169, 766, 322, 850]
publish-line: Publish: MountainViews-Observer	[169, 1659, 257, 1666]
ordinance-section-heading: 10.52.020 DEFINITIONS.	[542, 646, 724, 659]
notice-header: FICTITIOUS BUSINESS NAME STATEMENT	[169, 95, 302, 102]
notice-file-number: File No. 08-1890169	[5, 228, 59, 235]
publish-line: Publish: MountainViews-Observer	[169, 1168, 257, 1175]
fbn-notice	[169, 1512, 322, 1673]
ordinance-paragraph: SECTION 4. The City Council intends this Ordinance to supplement, not to duplicate or contradict, applicable state and federal law and this Ordinance shall be construed in light of that intent.	[542, 1523, 1043, 1549]
ordinance-paragraph: B. Yellow Flag Alert Day means any day that the Fire Department determines weather conditions are such that small, isolated debris and mudflows are possible at specific locations in the City activated with a Los Angeles County Phase I forecast.	[542, 739, 1043, 779]
notice-body: The following person(s) is (are) doing business as: CUDAHY SMOKE SHOP, 7603 ATLANTIC AVE., CUDAHY, CA 90201. Full name of registrant(s) is (are) HILARIO FELIX, 4336 HARTLE AVE., CUDAHY, CA 90201. This Business is conducted by: AN INDIVIDUAL. Signed: HILARIO FELIX. This statement was filed with the County Clerk of Los Angeles County on 10/15/08. The registrant(s) has (have) commenced to transact business under the fictitious business name or names listed above on N/A.	[169, 1201, 322, 1271]
ordinance-paragraph: “I. On certain city streets during Yellow and Red Flag Alert Days as set forth in Chapter 10.52.”	[542, 1360, 1043, 1386]
notice-expiration-text: NOTICE- This Fictitious Name Statement expires five years from the date it was filed in the office of the County Clerk. A new Fictitious Business Name Statement must be filed prior to that date. The filing of this statement does not of itself authorize the use in this state of a Fictitious Business Name in violation of the rights of another under Federal, State, or common law (See section 14411 et seq. Business and Professions Code)	[332, 1002, 495, 1051]
fbn-notice	[5, 698, 158, 852]
fbn-notice	[5, 1182, 158, 1336]
publish-line: Publish: MountainViews-Observer	[332, 1051, 420, 1058]
ordinance-paragraph: A. A vehicle which is parked in violation of this Chapter may be removed by the City. Any person or entity who parks his car in violation of this Chapter is liable for the expense of removing his vehicle. Any such expense shall be charged against that person or entity and this charge shall constitute a debt and will be collectable by the City.	[542, 1227, 1043, 1280]
notice-file-number: File No. 08-1830511	[169, 876, 223, 883]
notice-body: The following person(s) is (are) doing business as: INES RODRIGUEZ DELIVERY , 927 VICENTIA AVE. #D, CORONA, CA 92880. Full name of registrant(s) is (are) INES RODRIGUEZ, 927 VICENTIA AVE. #D, CORONA, CA 92880. This Business is conducted by: AN INDIVIDUAL. Signed: INES RODRIGUEZ. This statement was filed with the County Clerk of Los Angeles County on 10/22/08. The registrant(s) has (have) commenced to transact business under the fictitious business name or names listed above on N/A.	[5, 1196, 158, 1266]
pub-dates: Pub. 10/20, 10/27, 11/03, 11/10/2008	[169, 1175, 263, 1182]
notice-file-number: File No. 08-1830289	[169, 1035, 223, 1042]
notice-expiration-text: NOTICE- This Fictitious Name Statement expires five years from the date it was filed in the office of the County Clerk. A new Fictitious Business Name Statement must be filed prior to that date. The filing of this statement does not of itself authorize the use in this state of a Fictitious Business Name in violation of the rights of another under Federal, State, or common law (See section 14411 et seq. Business and Professions Code)	[5, 305, 158, 361]
